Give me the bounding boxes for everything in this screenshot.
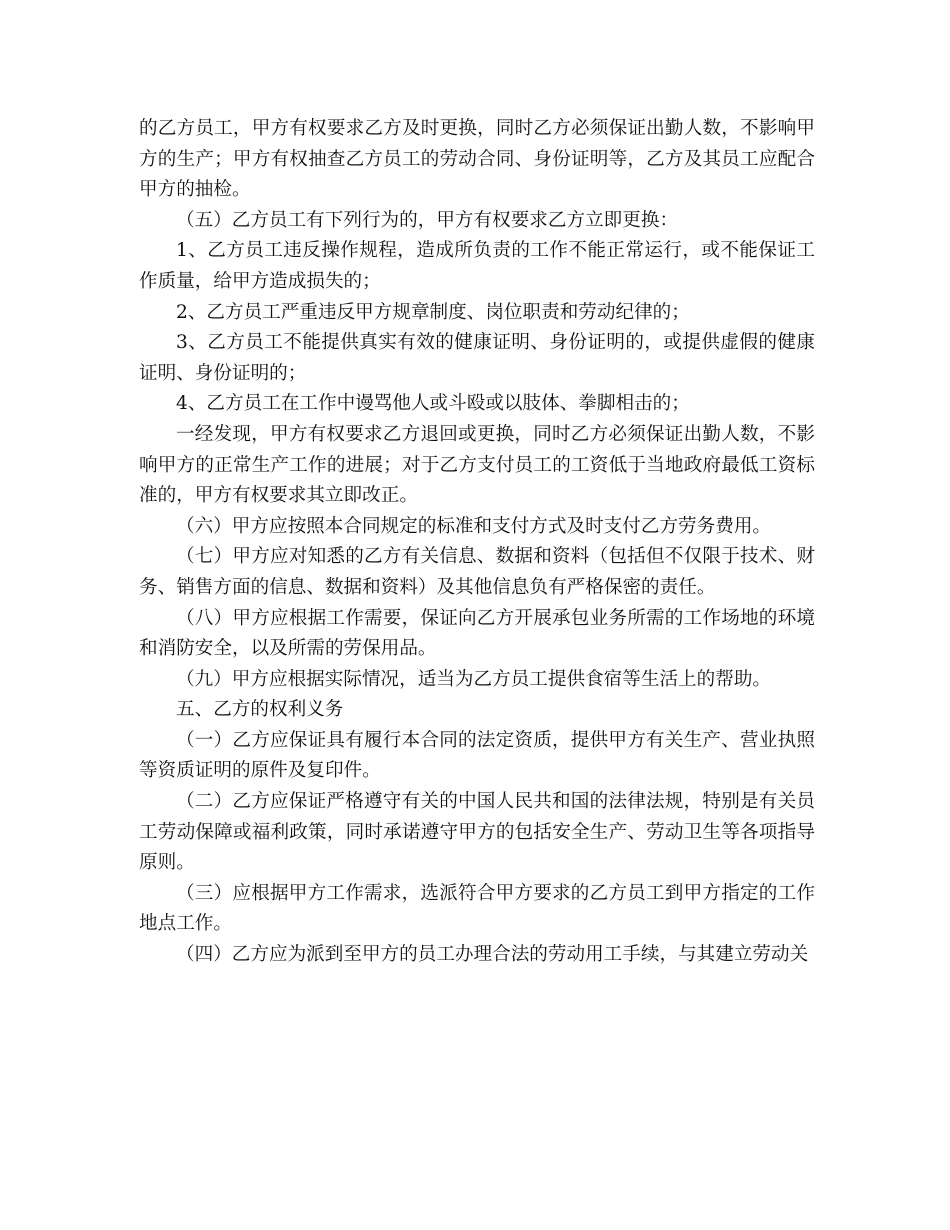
paragraph-clause-6: （六）甲方应按照本合同规定的标准和支付方式及时支付乙方劳务费用。 — [176, 515, 772, 537]
paragraph-clause-5: （五）乙方员工有下列行为的，甲方有权要求乙方立即更换： — [176, 209, 679, 231]
paragraph-clause-9: （九）甲方应根据实际情况，适当为乙方员工提供食宿等生活上的帮助。 — [176, 668, 772, 690]
section-heading-5: 五、乙方的权利义务 — [176, 699, 344, 721]
paragraph-b-clause-3: （三）应根据甲方工作需求，选派符合甲方要求的乙方员工到甲方指定的工作地点工作。 — [139, 882, 815, 935]
paragraph-clause-7: （七）甲方应对知悉的乙方有关信息、数据和资料（包括但不仅限于技术、财务、销售方面的信息、数据和资料）及其他信息负有严格保密的责任。 — [139, 546, 815, 598]
paragraph-continuation: 的乙方员工，甲方有权要求乙方及时更换，同时乙方必须保证出勤人数，不影响甲方的生产；甲方有权抽查乙方员工的劳动合同、身份证明等，乙方及其员工应配合甲方的抽检。 — [139, 118, 815, 201]
paragraph-item-1: 1、乙方员工违反操作规程，造成所负责的工作不能正常运行，或不能保证工作质量，给甲方造成损失的； — [139, 240, 815, 292]
paragraph-item-4: 4、乙方员工在工作中谩骂他人或斗殴或以肢体、拳脚相击的； — [176, 393, 690, 415]
paragraph-b-clause-2: （二）乙方应保证严格遵守有关的中国人民共和国的法律法规，特别是有关员工劳动保障或福利政策，同时承诺遵守甲方的包括安全生产、劳动卫生等各项指导原则。 — [139, 791, 815, 874]
paragraph-b-clause-4: （四）乙方应为派到至甲方的员工办理合法的劳动用工手续，与其建立劳动关 — [176, 944, 809, 966]
document-body — [139, 114, 815, 971]
paragraph-consequence: 一经发现，甲方有权要求乙方退回或更换，同时乙方必须保证出勤人数，不影响甲方的正常生产工作的进展；对于乙方支付员工的工资低于当地政府最低工资标准的，甲方有权要求其立即改正。 — [139, 423, 815, 507]
paragraph-item-2: 2、乙方员工严重违反甲方规章制度、岗位职责和劳动纪律的； — [176, 301, 690, 323]
paragraph-item-3: 3、乙方员工不能提供真实有效的健康证明、身份证明的，或提供虚假的健康证明、身份证明的； — [139, 332, 815, 384]
paragraph-b-clause-1: （一）乙方应保证具有履行本合同的法定资质，提供甲方有关生产、营业执照等资质证明的原件及复印件。 — [139, 729, 815, 782]
paragraph-clause-8: （八）甲方应根据工作需要，保证向乙方开展承包业务所需的工作场地的环境和消防安全，以及所需的劳保用品。 — [139, 607, 815, 660]
